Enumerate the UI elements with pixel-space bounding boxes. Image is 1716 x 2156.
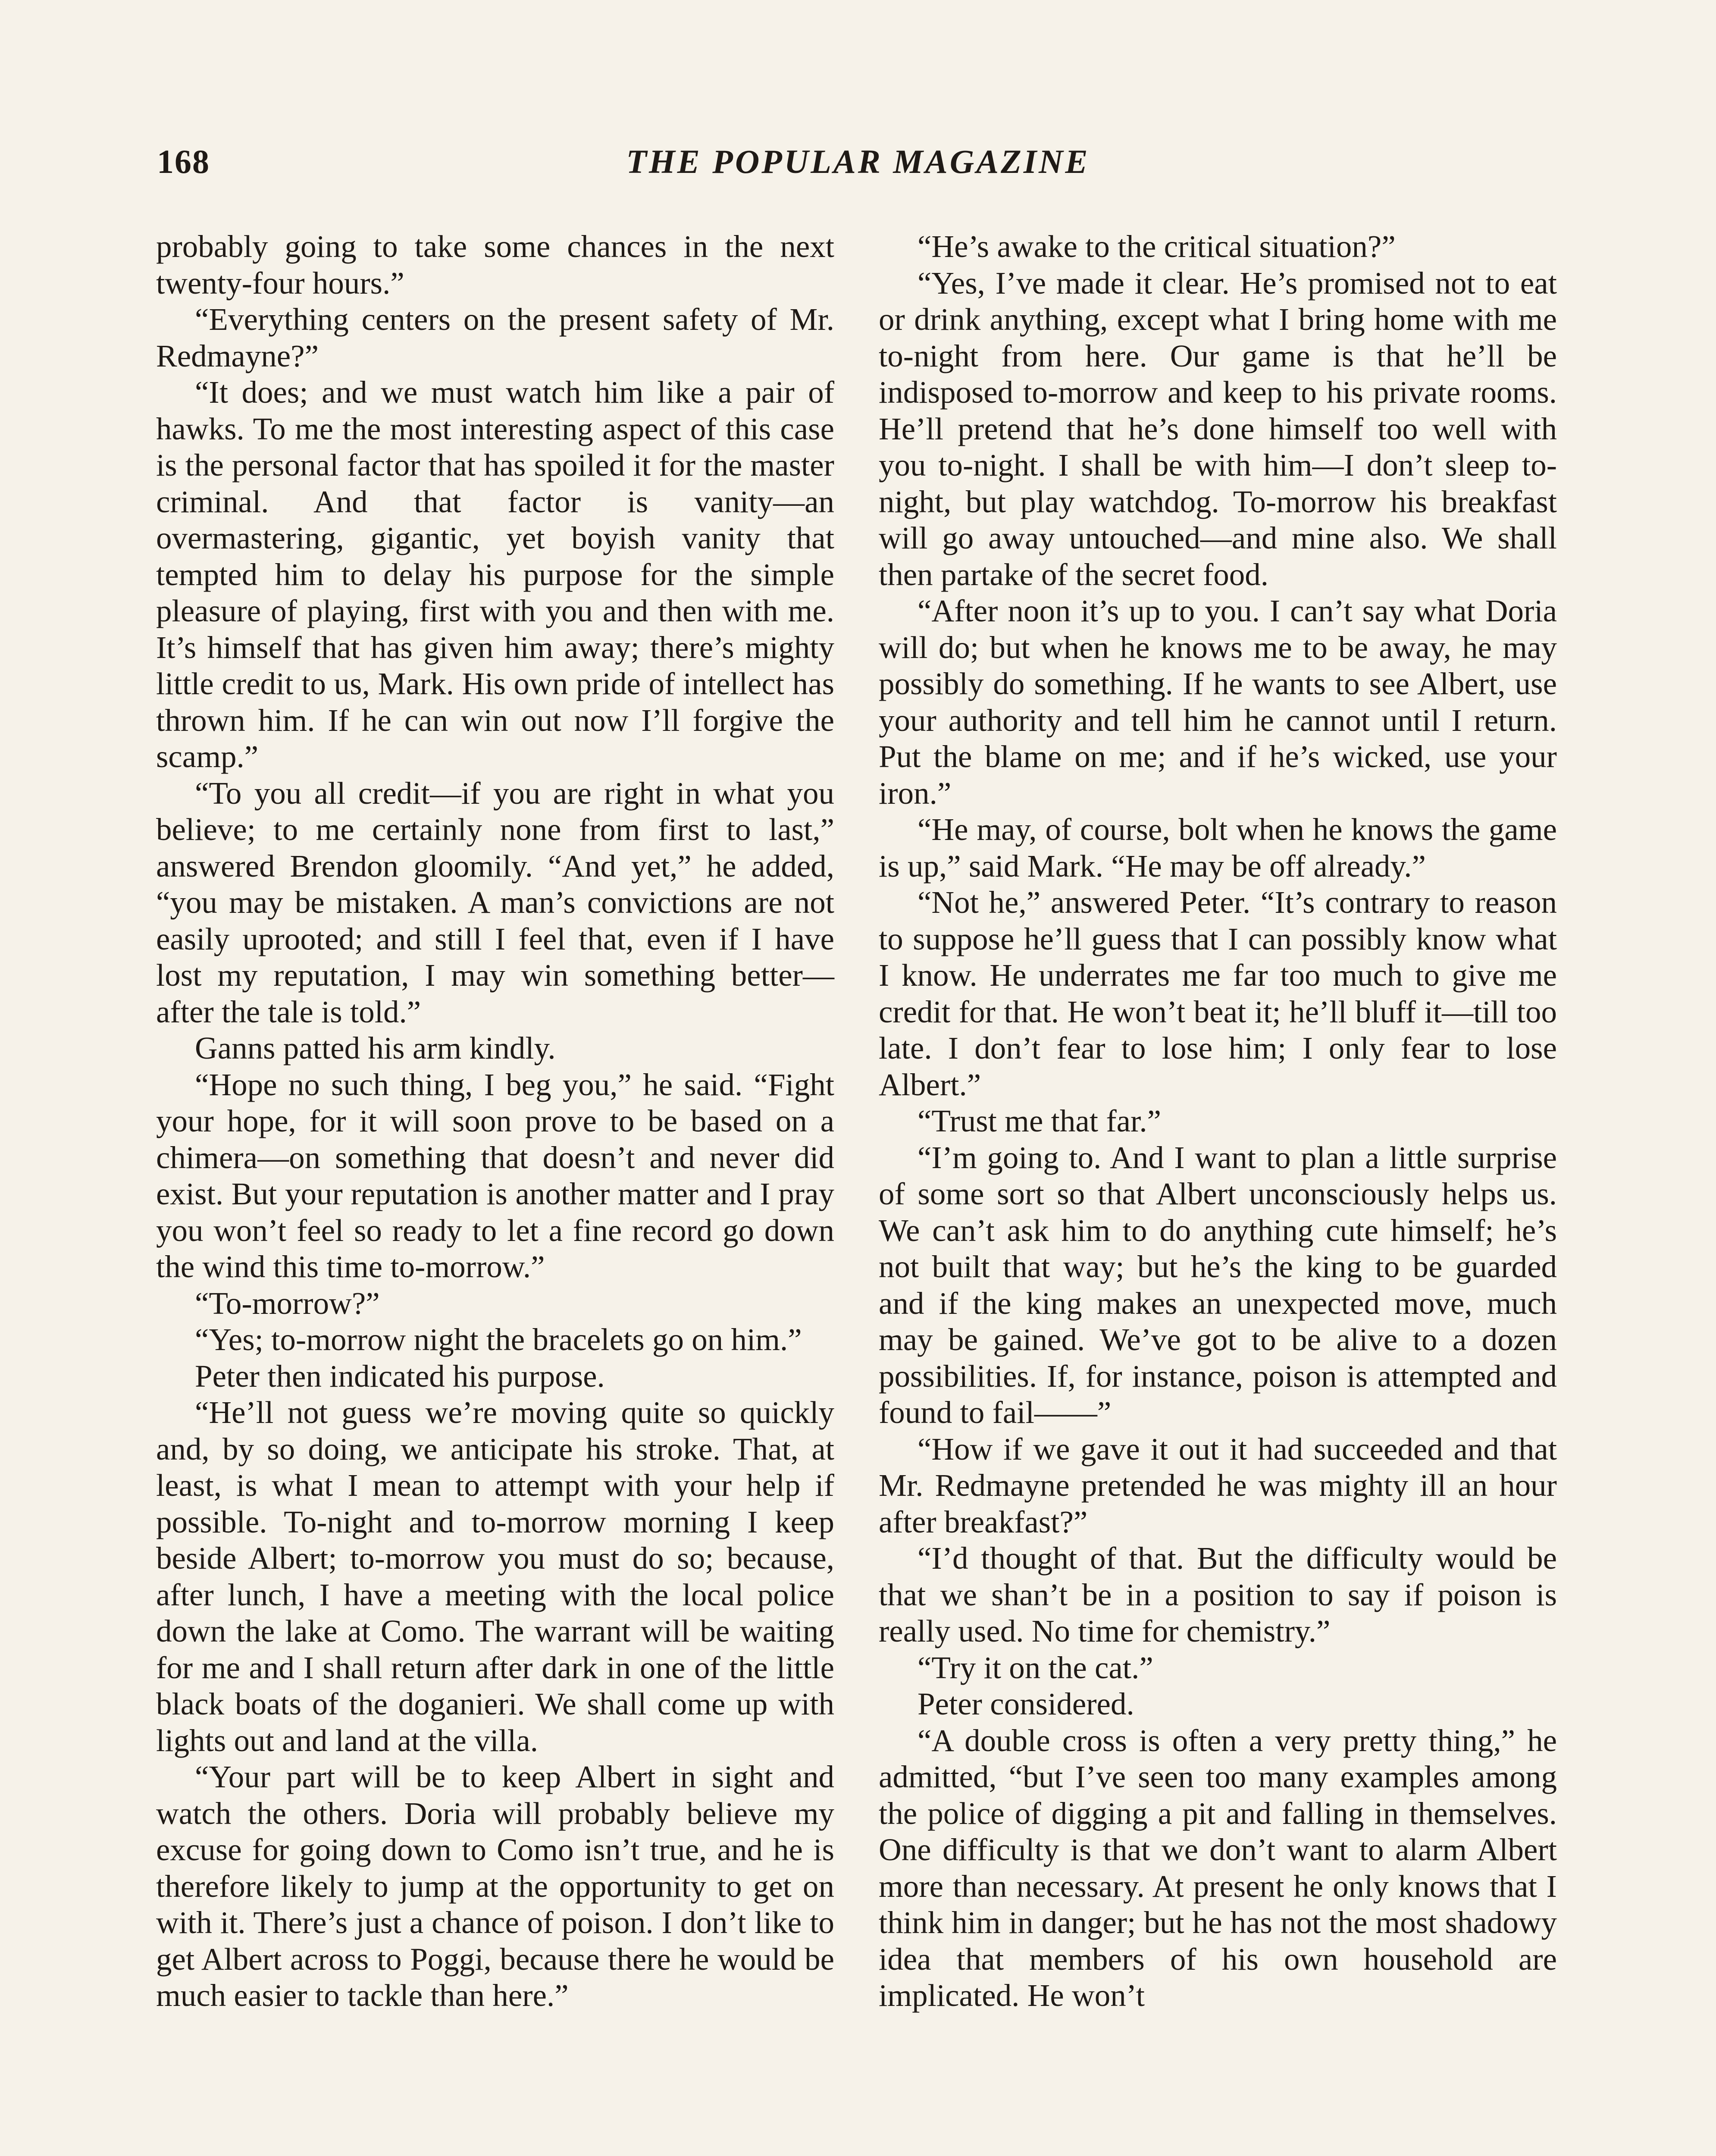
paragraph: “Not he,” answered Peter. “It’s contrary to reason to suppose he’ll guess that I can possibly know what I know. He underrates me far too much to give me credit for that. He won’t beat it; he’ll bluff it—till too late. I don’t fear to lose him; I only fear to lose Albert.”: [879, 885, 1557, 1102]
paragraph: “To-morrow?”: [195, 1285, 380, 1321]
paragraph: “Try it on the cat.”: [917, 1650, 1153, 1685]
paragraph: “A double cross is often a very pretty thing,” he admitted, “but I’ve seen too many examples among the police of digging a pit and falling in themselves. One difficulty is that we don’t want to alarm Albert more than necessary. At present he only knows that I think him in danger; but he has not the most shadowy idea that members of his own household are implicated. He won’t: [879, 1723, 1557, 2013]
paragraph: “He’s awake to the critical situation?”: [917, 229, 1396, 264]
page-number: 168: [157, 143, 210, 180]
paragraph: “Trust me that far.”: [917, 1103, 1161, 1138]
paragraph: Peter considered.: [917, 1686, 1134, 1721]
paragraph: “To you all credit—if you are right in what you believe; to me certainly none from first to last,” answered Brendon gloomily. “And yet,” he added, “you may be mistaken. A man’s convictions are not easily uprooted; and still I feel that, even if I have lost my reputation, I may win something better—after the tale is told.”: [156, 775, 834, 1029]
paragraph: “It does; and we must watch him like a pair of hawks. To me the most interesting aspect of this case is the personal factor that has spoiled it for the master criminal. And that factor is vanity—an overmastering, gigantic, yet boyish vanity that tempted him to delay his purpose for the simple pleasure of playing, first with you and then with me. It’s himself that has given him away; there’s mighty little credit to us, Mark. His own pride of intellect has thrown him. If he can win out now I’ll forgive the scamp.”: [156, 375, 834, 774]
paragraph: Ganns patted his arm kindly.: [195, 1031, 556, 1065]
left-column: [156, 229, 834, 2014]
paragraph: “I’m going to. And I want to plan a little surprise of some sort so that Albert unconsciously helps us. We can’t ask him to do anything cute himself; he’s not built that way; but he’s the king to be guarded and if the king makes an unexpected move, much may be gained. We’ve got to be alive to a dozen possibilities. If, for instance, poison is attempted and found to fail——”: [879, 1140, 1557, 1430]
paragraph: “Everything centers on the present safety of Mr. Redmayne?”: [156, 302, 834, 373]
paragraph: “Your part will be to keep Albert in sight and watch the others. Doria will probably believe my excuse for going down to Como isn’t true, and he is therefore likely to jump at the opportunity to get on with it. There’s just a chance of poison. I don’t like to get Albert across to Poggi, because there he would be much easier to tackle than here.”: [156, 1759, 834, 2013]
paragraph: “After noon it’s up to you. I can’t say what Doria will do; but when he knows me to be away, he may possibly do something. If he wants to see Albert, use your authority and tell him he cannot until I return. Put the blame on me; and if he’s wicked, use your iron.”: [879, 593, 1557, 811]
paragraph: “He may, of course, bolt when he knows the game is up,” said Mark. “He may be off already.”: [879, 812, 1557, 884]
paragraph: Peter then indicated his purpose.: [195, 1358, 605, 1394]
paragraph: “How if we gave it out it had succeeded and that Mr. Redmayne pretended he was mighty ill an hour after breakfast?”: [879, 1431, 1557, 1539]
paragraph: “Hope no such thing, I beg you,” he said. “Fight your hope, for it will soon prove to be based on a chimera—on something that doesn’t and never did exist. But your reputation is another matter and I pray you won’t feel so ready to let a fine record go down the wind this time to-morrow.”: [156, 1067, 834, 1284]
right-column: [879, 229, 1557, 2014]
paragraph: “Yes, I’ve made it clear. He’s promised not to eat or drink anything, except what I bring home with me to-night from here. Our game is that he’ll be indisposed to-morrow and keep to his private rooms. He’ll pretend that he’s done himself too well with you to-night. I shall be with him—I don’t sleep to-night, but play watchdog. To-morrow his breakfast will go away untouched—and mine also. We shall then partake of the secret food.: [879, 265, 1557, 592]
paragraph: “Yes; to-morrow night the bracelets go on him.”: [195, 1322, 802, 1357]
paragraph: probably going to take some chances in the next twenty-four hours.”: [156, 229, 834, 301]
running-head: THE POPULAR MAGAZINE: [626, 143, 1090, 180]
paragraph: “I’d thought of that. But the difficulty would be that we shan’t be in a position to say if poison is really used. No time for chemistry.”: [879, 1541, 1557, 1648]
paragraph: “He’ll not guess we’re moving quite so quickly and, by so doing, we anticipate his stroke. That, at least, is what I mean to attempt with your help if possible. To-night and to-morrow morning I keep beside Albert; to-morrow you must do so; because, after lunch, I have a meeting with the local police down the lake at Como. The warrant will be waiting for me and I shall return after dark in one of the little black boats of the doganieri. We shall come up with lights out and land at the villa.: [156, 1395, 834, 1758]
